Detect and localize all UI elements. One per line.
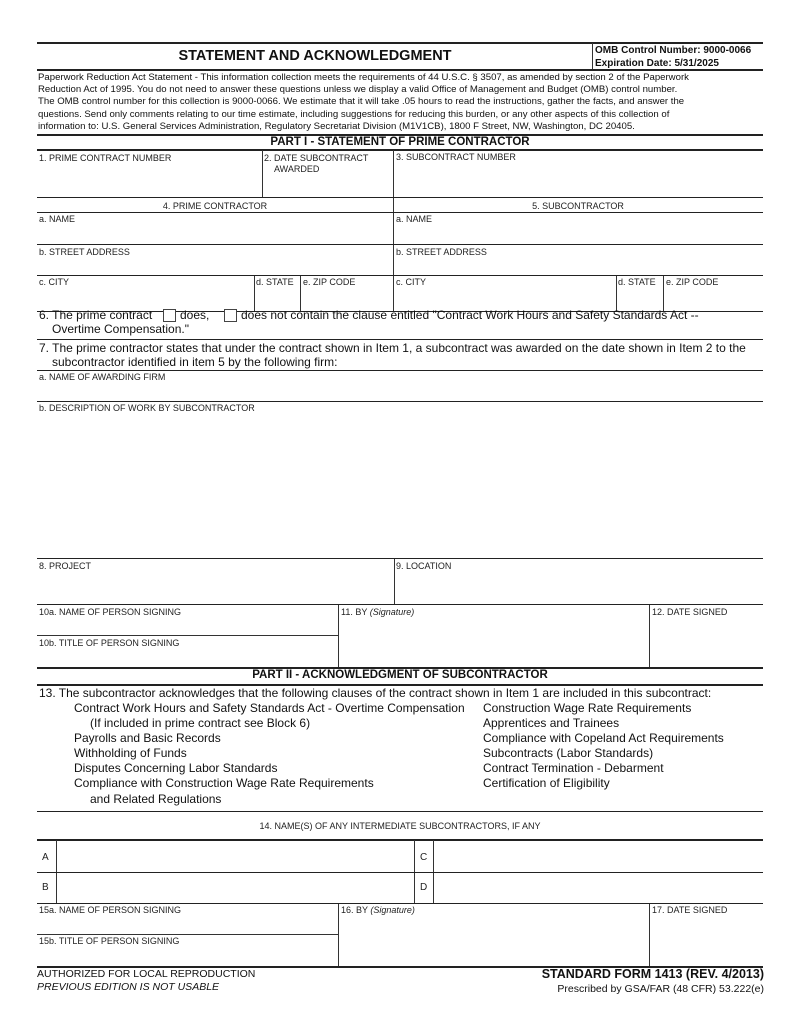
part2-heading: PART II - ACKNOWLEDGMENT OF SUBCONTRACTOR (252, 669, 548, 681)
divider (254, 276, 255, 311)
label-title-of-person-signing: 10b. TITLE OF PERSON SIGNING (39, 638, 180, 648)
label-location: 9. LOCATION (396, 561, 452, 571)
sub-name-of-person-signing-input[interactable] (39, 917, 335, 932)
prime-street-input[interactable] (39, 259, 389, 274)
item6-line2: Overtime Compensation." (52, 322, 189, 336)
label-prime-name: a. NAME (39, 214, 76, 224)
signature-label: 11. BY (341, 607, 368, 617)
item6-does-not-label: does not contain the clause entitled "Contract Work Hours and Safety Standards Act -- (241, 308, 699, 322)
does-checkbox[interactable] (163, 309, 176, 322)
divider (37, 558, 763, 559)
subcontract-number-input[interactable] (396, 166, 761, 194)
form-identifier: STANDARD FORM 1413 (REV. 4/2013) (541, 967, 764, 981)
row-label-c: C (420, 852, 428, 863)
label-name-of-person-signing: 10a. NAME OF PERSON SIGNING (39, 607, 182, 617)
clause-item: Contract Work Hours and Safety Standards Act - Overtime Compensation (74, 701, 465, 715)
clause-item: Certification of Eligibility (483, 776, 610, 791)
awarding-firm-input[interactable] (39, 384, 761, 400)
notice-line: information to: U.S. General Services Administration, Regulatory Secretariat Division (M1V1CB), 1800 F Street, NW, Washington, DC 20405. (38, 120, 635, 132)
divider (663, 276, 664, 311)
intermediate-sub-b-input[interactable] (59, 875, 412, 901)
signature-area[interactable] (341, 619, 646, 665)
label-prime-zip: e. ZIP CODE (303, 277, 356, 287)
label-subcontractor: 5. SUBCONTRACTOR (532, 201, 624, 211)
divider (262, 150, 263, 197)
part1-heading: PART I - STATEMENT OF PRIME CONTRACTOR (270, 136, 530, 148)
sub-title-of-person-signing-input[interactable] (39, 948, 335, 963)
divider (300, 276, 301, 311)
notice-line: Reduction Act of 1995. You do not need to answer these questions unless we display a valid Office of Management and Budget (OMB) control number. (38, 84, 678, 96)
date-signed-input[interactable] (652, 622, 761, 662)
sub-street-input[interactable] (396, 259, 761, 274)
row-label-a: A (42, 852, 49, 863)
item6-prefix: 6. The prime contract (39, 308, 153, 322)
divider (37, 811, 763, 812)
label-awarding-firm: a. NAME OF AWARDING FIRM (39, 372, 166, 382)
sub-city-input[interactable] (396, 289, 613, 309)
clause-item: Subcontracts (Labor Standards) (483, 746, 654, 761)
label-prime-contract-number: 1. PRIME CONTRACT NUMBER (39, 153, 172, 163)
title-of-person-signing-input[interactable] (39, 650, 335, 665)
clause-item: Withholding of Funds (74, 746, 187, 761)
label-date-signed: 12. DATE SIGNED (652, 607, 728, 617)
divider (338, 605, 339, 667)
signature-label: 16. BY (341, 905, 368, 915)
description-of-work-input[interactable] (39, 416, 761, 556)
notice-line: questions. Send only comments relating to our time estimate, including suggestions for reducing this burden, or any other aspects of this collection of (38, 108, 670, 120)
divider (37, 934, 338, 935)
prime-name-input[interactable] (39, 226, 389, 243)
divider (37, 212, 763, 213)
label-sub-date-signed: 17. DATE SIGNED (652, 905, 728, 915)
divider (37, 635, 338, 636)
sub-name-input[interactable] (396, 226, 761, 243)
divider (37, 401, 763, 402)
divider (37, 903, 763, 904)
top-border (37, 42, 763, 44)
item13-text: 13. The subcontractor acknowledges that the following clauses of the contract shown in Item 1 are included in this subcontract: (39, 686, 712, 700)
divider (37, 872, 763, 873)
divider (37, 370, 763, 371)
clauses-right-list (483, 701, 724, 792)
header-divider (592, 43, 593, 69)
divider (616, 276, 617, 311)
clause-item: Disputes Concerning Labor Standards (74, 761, 278, 776)
item7-line1: 7. The prime contractor states that under the contract shown in Item 1, a subcontract was awarded on the date shown in Item 2 to the (39, 341, 746, 355)
paperwork-notice (38, 72, 764, 133)
label-date-subcontract-awarded: 2. DATE SUBCONTRACT (264, 153, 369, 163)
clause-item: Apprentices and Trainees (483, 716, 620, 731)
item6-does-label: does, (180, 308, 210, 322)
location-input[interactable] (396, 574, 761, 602)
divider (37, 149, 763, 151)
clauses-left-list (74, 701, 465, 807)
label-intermediate-subcontractors: 14. NAME(S) OF ANY INTERMEDIATE SUBCONTRACTORS, IF ANY (259, 821, 541, 831)
form-title: STATEMENT AND ACKNOWLEDGMENT (178, 48, 452, 64)
divider (37, 244, 763, 245)
authorized-reproduction: AUTHORIZED FOR LOCAL REPRODUCTION (37, 968, 256, 980)
header-bottom-border (37, 69, 763, 71)
row-label-b: B (42, 882, 49, 893)
signature-italic: (Signature) (369, 607, 415, 617)
clause-item: Compliance with Construction Wage Rate Requirements (74, 776, 374, 791)
label-prime-street: b. STREET ADDRESS (39, 247, 130, 257)
divider (338, 904, 339, 966)
label-sub-name: a. NAME (396, 214, 433, 224)
label-sub-name-of-person-signing: 15a. NAME OF PERSON SIGNING (39, 905, 182, 915)
clause-item: Payrolls and Basic Records (74, 731, 221, 746)
label-description-of-work: b. DESCRIPTION OF WORK BY SUBCONTRACTOR (39, 403, 255, 413)
expiration-date: Expiration Date: 5/31/2025 (595, 58, 719, 69)
label-sub-zip: e. ZIP CODE (666, 277, 719, 287)
label-sub-city: c. CITY (396, 277, 427, 287)
sub-signature-area[interactable] (341, 918, 646, 964)
divider (394, 559, 395, 604)
label-signature (341, 607, 414, 618)
divider (37, 339, 763, 340)
intermediate-sub-a-input[interactable] (59, 843, 412, 870)
divider (37, 275, 763, 276)
does-not-checkbox[interactable] (224, 309, 237, 322)
project-input[interactable] (39, 574, 391, 602)
notice-line: The OMB control number for this collection is 9000-0066. We estimate that it will take .05 hours to read the instructions, gather the facts, and answer the (38, 96, 685, 108)
clause-item: (If included in prime contract see Block 6) (90, 716, 311, 731)
divider (37, 839, 763, 841)
clause-item: Compliance with Copeland Act Requirements (483, 731, 724, 746)
divider (393, 150, 394, 311)
name-of-person-signing-input[interactable] (39, 619, 335, 634)
divider (37, 197, 763, 198)
sub-state-input[interactable] (618, 289, 661, 309)
label-prime-state: d. STATE (256, 277, 294, 287)
label-sub-street: b. STREET ADDRESS (396, 247, 487, 257)
sub-date-signed-input[interactable] (652, 920, 761, 962)
divider (649, 605, 650, 667)
prime-state-input[interactable] (256, 289, 298, 309)
clause-item: and Related Regulations (90, 791, 222, 806)
item7-line2: subcontractor identified in item 5 by the following firm: (52, 355, 338, 369)
prime-contract-number-input[interactable] (39, 166, 259, 194)
date-subcontract-awarded-input[interactable] (264, 176, 390, 196)
sub-zip-input[interactable] (666, 289, 761, 309)
prime-city-input[interactable] (39, 289, 251, 309)
label-sub-title-of-person-signing: 15b. TITLE OF PERSON SIGNING (39, 936, 180, 946)
prime-zip-input[interactable] (303, 289, 391, 309)
clause-item: Contract Termination - Debarment (483, 761, 664, 776)
divider (37, 604, 763, 605)
label-prime-city: c. CITY (39, 277, 70, 287)
label-sub-signature (341, 905, 415, 916)
intermediate-sub-d-input[interactable] (436, 875, 761, 901)
clause-item: Construction Wage Rate Requirements (483, 701, 692, 715)
label-subcontract-number: 3. SUBCONTRACT NUMBER (396, 152, 516, 162)
label-sub-state: d. STATE (618, 277, 656, 287)
intermediate-sub-c-input[interactable] (436, 843, 761, 870)
previous-edition-note: PREVIOUS EDITION IS NOT USABLE (37, 981, 220, 993)
omb-control-number: OMB Control Number: 9000-0066 (595, 45, 752, 56)
prescribed-by: Prescribed by GSA/FAR (48 CFR) 53.222(e) (557, 983, 764, 995)
signature-italic: (Signature) (370, 905, 415, 915)
label-project: 8. PROJECT (39, 561, 92, 571)
row-label-d: D (420, 882, 428, 893)
divider (649, 904, 650, 966)
label-date-subcontract-awarded-2: AWARDED (274, 164, 320, 174)
notice-line: Paperwork Reduction Act Statement - This information collection meets the requirements of 44 U.S.C. § 3507, as amended by section 2 of the Paperwork (38, 72, 689, 83)
label-prime-contractor: 4. PRIME CONTRACTOR (162, 201, 268, 211)
